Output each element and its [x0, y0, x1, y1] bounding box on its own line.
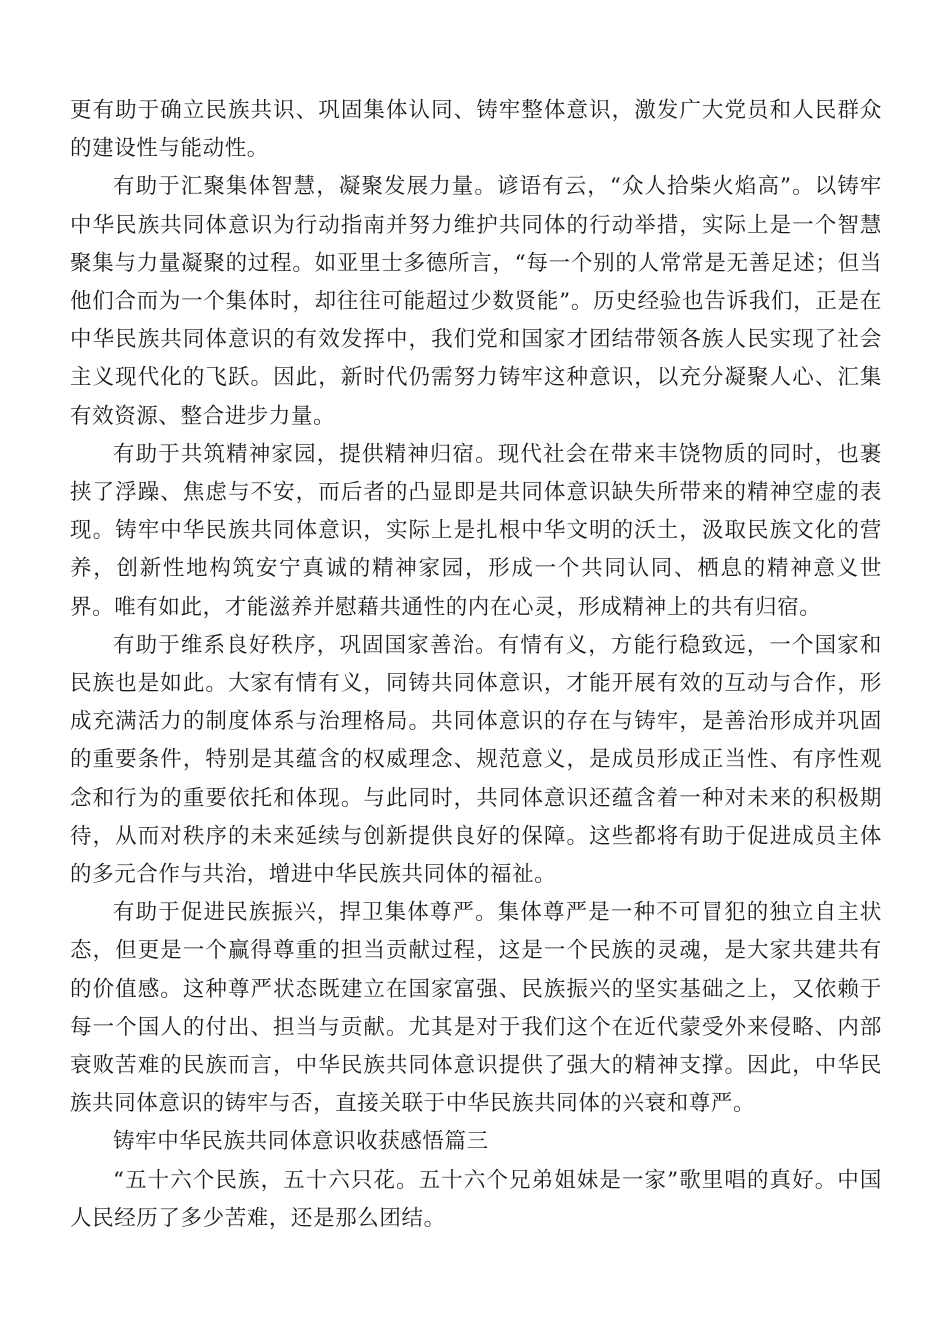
paragraph-order: 有助于维系良好秩序，巩固国家善治。有情有义，方能行稳致远，一个国家和民族也是如此。大家有情有义，同铸共同体意识，才能开展有效的互动与合作，形成充满活力的制度体系与治理格局。共同体意识的存在与铸牢，是善治形成并巩固的重要条件，特别是其蕴含的权威理念、规范意义，是成员形成正当性、有序性观念和行为的重要依托和体现。与此同时，共同体意识还蕴含着一种对未来的积极期待，从而对秩序的未来延续与创新提供良好的保障。这些都将有助于促进成员主体的多元合作与共治，增进中华民族共同体的福祉。 [70, 632, 882, 888]
paragraph-wisdom: 有助于汇聚集体智慧，凝聚发展力量。谚语有云，“众人拾柴火焰高”。以铸牢中华民族共同体意识为行动指南并努力维护共同体的行动举措，实际上是一个智慧聚集与力量凝聚的过程。如亚里士多德所言，“每一个别的人常常是无善足述；但当他们合而为一个集体时，却往往可能超过少数贤能”。历史经验也告诉我们，正是在中华民族共同体意识的有效发挥中，我们党和国家才团结带领各族人民实现了社会主义现代化的飞跃。因此，新时代仍需努力铸牢这种意识，以充分凝聚人心、汇集有效资源、整合进步力量。 [70, 174, 882, 429]
paragraph-spiritual-home: 有助于共筑精神家园，提供精神归宿。现代社会在带来丰饶物质的同时，也裹挟了浮躁、焦虑与不安，而后者的凸显即是共同体意识缺失所带来的精神空虚的表现。铸牢中华民族共同体意识，实际上是扎根中华文明的沃土，汲取民族文化的营养，创新性地构筑安宁真诚的精神家园，形成一个共同认同、栖息的精神意义世界。唯有如此，才能滋养并慰藉共通性的内在心灵，形成精神上的共有归宿。 [70, 441, 882, 620]
document-page [70, 92, 882, 1238]
paragraph-dignity: 有助于促进民族振兴，捍卫集体尊严。集体尊严是一种不可冒犯的独立自主状态，但更是一个赢得尊重的担当贡献过程，这是一个民族的灵魂，是大家共建共有的价值感。这种尊严状态既建立在国家富强、民族振兴的坚实基础之上，又依赖于每一个国人的付出、担当与贡献。尤其是对于我们这个在近代蒙受外来侵略、内部衰败苦难的民族而言，中华民族共同体意识提供了强大的精神支撑。因此，中华民族共同体意识的铸牢与否，直接关联于中华民族共同体的兴衰和尊严。 [70, 900, 882, 1117]
paragraph-continuation: 更有助于确立民族共识、巩固集体认同、铸牢整体意识，激发广大党员和人民群众的建设性与能动性。 [70, 98, 882, 162]
section-heading: 铸牢中华民族共同体意识收获感悟篇三 [113, 1129, 489, 1155]
paragraph-final: “五十六个民族，五十六只花。五十六个兄弟姐妹是一家”歌里唱的真好。中国人民经历了多少苦难，还是那么团结。 [70, 1167, 882, 1231]
